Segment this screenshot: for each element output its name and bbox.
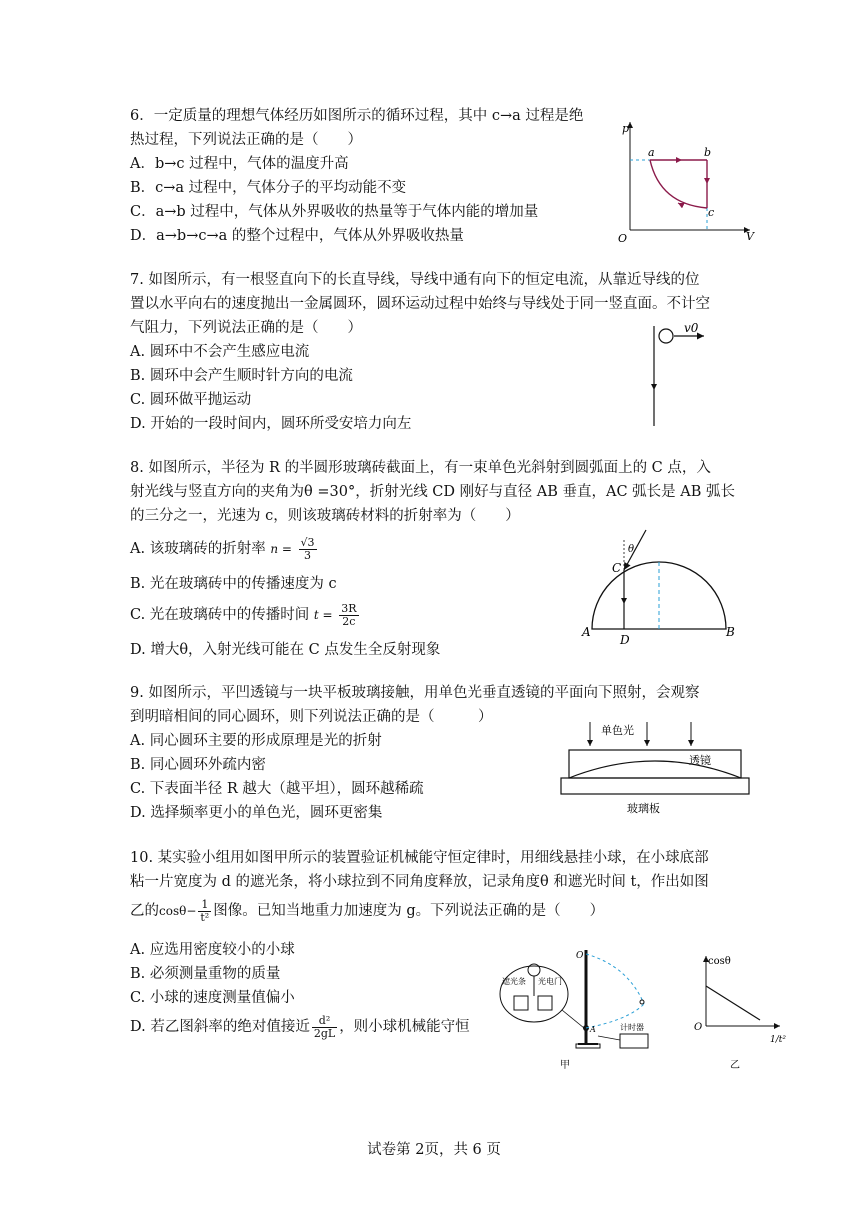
- q6-option-b: B．c→a 过程中，气体分子的平均动能不变: [130, 180, 407, 196]
- q7-option-b: B. 圆环中会产生顺时针方向的电流: [130, 368, 353, 384]
- q8-option-d: D. 增大θ，入射光线可能在 C 点发生全反射现象: [130, 642, 441, 658]
- q10-stem-line1: 10. 某实验小组用如图甲所示的装置验证机械能守恒定律时，用细线悬挂小球，在小球底部: [130, 850, 709, 866]
- q10-option-c: C. 小球的速度测量值偏小: [130, 990, 295, 1006]
- q6-option-c: C．a→b 过程中，气体从外界吸收的热量等于气体内能的增加量: [130, 204, 539, 220]
- q7-velocity-label: v0: [684, 321, 699, 335]
- q7-option-a: A. 圆环中不会产生感应电流: [130, 344, 310, 360]
- q10-gate-label: 光电门: [538, 977, 562, 986]
- q10-graph-origin: O: [694, 1022, 703, 1033]
- q6-stem-line2: 热过程，下列说法正确的是（ ）: [130, 132, 362, 148]
- q6-option-d: D．a→b→c→a 的整个过程中，气体从外界吸收热量: [130, 228, 464, 244]
- q10-timer-label: 计时器: [620, 1023, 644, 1032]
- q6-axis-v: V: [746, 230, 754, 243]
- q6-option-a: A．b→c 过程中，气体的温度升高: [130, 156, 349, 172]
- q7-option-c: C. 圆环做平抛运动: [130, 392, 252, 408]
- q10-cos-graph: [690, 950, 790, 1070]
- q9-stem-line2: 到明暗相间的同心圆环，则下列说法正确的是（ ）: [130, 709, 493, 725]
- q8-point-c: C: [612, 561, 622, 575]
- q7-stem-line1: 7. 如图所示，有一根竖直向下的长直导线，导线中通有向下的恒定电流，从靠近导线的位: [130, 272, 700, 288]
- q10-fig-a-caption: 甲: [560, 1060, 570, 1071]
- q6-pv-diagram: [610, 112, 760, 247]
- q10-apparatus-diagram: [498, 940, 668, 1072]
- q9-lens-diagram: [555, 716, 755, 816]
- q9-stem-line1: 9. 如图所示，平凹透镜与一块平板玻璃接触，用单色光垂直透镜的平面向下照射，会观察: [130, 685, 700, 701]
- q9-glass-label: 玻璃板: [627, 802, 660, 815]
- q6-axis-p: p: [622, 122, 630, 135]
- q10-option-b: B. 必须测量重物的质量: [130, 966, 281, 982]
- q10-stem-line3: 乙的cosθ− $\frac{1}{\text{t²}}$ 图像。已知当地重力加速度为 g。下列说法正确的是（ ）: [130, 897, 605, 924]
- q9-light-label: 单色光: [601, 724, 634, 737]
- q10-option-a: A. 应选用密度较小的小球: [130, 942, 295, 958]
- q9-lens-label: 透镜: [689, 754, 711, 767]
- q6-point-a: a: [648, 146, 655, 159]
- q10-option-d: D. 若乙图斜率的绝对值接近 $\frac{\text{d²}}{2gL}$ ，则小球机械能守恒: [130, 1013, 470, 1040]
- q6-stem-line1: 6．一定质量的理想气体经历如图所示的循环过程，其中 c→a 过程是绝: [130, 108, 584, 124]
- page-footer: 试卷第 2页，共 6 页: [367, 1142, 501, 1158]
- q8-point-d: D: [620, 633, 630, 647]
- q8-stem-line2: 射光线与竖直方向的夹角为θ =30°，折射光线 CD 刚好与直径 AB 垂直，AC 弧长是 AB 弧长: [130, 484, 735, 500]
- q7-wire-diagram: [640, 318, 720, 430]
- q7-stem-line2: 置以水平向右的速度抛出一金属圆环，圆环运动过程中始终与导线处于同一竖直面。不计空: [130, 296, 710, 312]
- q6-point-b: b: [704, 146, 712, 159]
- q10-fig-a-a: A: [590, 1025, 596, 1034]
- q6-origin: O: [618, 232, 628, 245]
- q10-stem-fraction: $\frac{1}{\text{t²}}$: [200, 897, 210, 924]
- q9-option-b: B. 同心圆环外疏内密: [130, 757, 266, 773]
- q10-stem-line2: 粘一片宽度为 d 的遮光条，将小球拉到不同角度释放，记录角度θ 和遮光时间 t，作出如图: [130, 874, 709, 890]
- q9-option-c: C. 下表面半径 R 越大（越平坦），圆环越稀疏: [130, 781, 424, 797]
- q8-point-b: B: [726, 625, 735, 639]
- q10-strip-label: 遮光条: [502, 977, 526, 986]
- q7-stem-line3: 气阻力，下列说法正确的是（ ）: [130, 320, 362, 336]
- q10-fig-a-o: O: [576, 951, 584, 961]
- q6-point-c: c: [708, 206, 715, 219]
- q8-point-a: A: [582, 625, 591, 639]
- q10-fig-b-caption: 乙: [730, 1060, 740, 1070]
- q8-stem-line3: 的三分之一，光速为 c，则该玻璃砖材料的折射率为（ ）: [130, 508, 520, 524]
- q8-semicircle-diagram: [580, 528, 750, 650]
- q8-option-c-fraction: $\frac{3R}{2c}$: [341, 601, 357, 628]
- q8-stem-line1: 8. 如图所示，半径为 R 的半圆形玻璃砖截面上，有一束单色光斜射到圆弧面上的 C 点，入: [130, 460, 711, 476]
- q8-option-b: B. 光在玻璃砖中的传播速度为 c: [130, 576, 337, 592]
- q8-option-a: A. 该玻璃砖的折射率 n = $\frac{√3}{3}$: [130, 535, 315, 562]
- q10-graph-y-label: cosθ: [708, 956, 731, 967]
- q8-option-c: C. 光在玻璃砖中的传播时间 t = $\frac{3R}{2c}$: [130, 601, 357, 628]
- q10-graph-x-label: 1/t²: [770, 1035, 786, 1045]
- q9-option-a: A. 同心圆环主要的形成原理是光的折射: [130, 733, 382, 749]
- q10-option-d-fraction: $\frac{\text{d²}}{2gL}$: [313, 1013, 336, 1040]
- q8-option-a-fraction: $\frac{√3}{3}$: [300, 535, 315, 562]
- q8-theta-label: θ: [628, 544, 635, 555]
- q7-option-d: D. 开始的一段时间内，圆环所受安培力向左: [130, 416, 412, 432]
- q9-option-d: D. 选择频率更小的单色光，圆环更密集: [130, 805, 383, 821]
